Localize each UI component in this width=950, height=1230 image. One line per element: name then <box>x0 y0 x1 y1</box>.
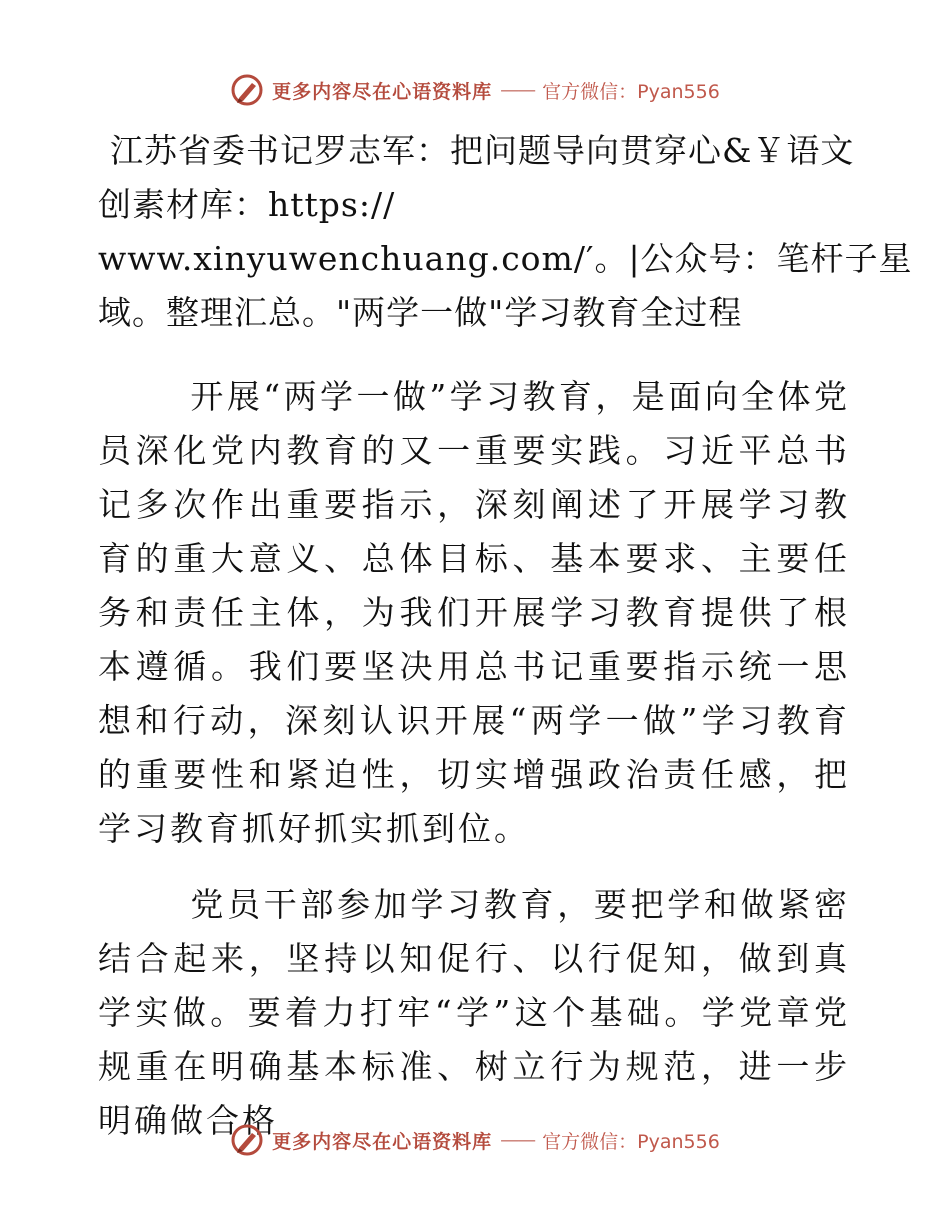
paragraph-2: 党员干部参加学习教育，要把学和做紧密结合起来，坚持以知促行、以行促知，做到真学实做。要着力打牢“学”这个基础。学党章党规重在明确基本标准、树立行为规范，进一步明确做合格 <box>98 885 850 1140</box>
watermark-separator: —— <box>500 79 535 101</box>
title-line: 创素材库：https:// <box>98 185 396 224</box>
header-watermark <box>0 70 950 110</box>
title-line: 江苏省委书记罗志军：把问题导向贯穿心&￥语文 <box>110 131 855 170</box>
document-title <box>98 124 913 340</box>
watermark-contact: 官方微信：Pyan556 <box>542 80 720 103</box>
footer-watermark <box>0 1120 950 1160</box>
watermark-separator: —— <box>500 1129 535 1151</box>
document-body <box>98 124 913 1148</box>
watermark-text: 更多内容尽在心语资料库 <box>272 1130 493 1153</box>
watermark-contact: 官方微信：Pyan556 <box>542 1130 720 1153</box>
paragraph-1: 开展“两学一做”学习教育，是面向全体党员深化党内教育的又一重要实践。习近平总书记多次作出重要指示，深刻阐述了开展学习教育的重大意义、总体目标、基本要求、主要任务和责任主体，为我们开展学习教育提供了根本遵循。我们要坚决用总书记重要指示统一思想和行动，深刻认识开展“两学一做”学习教育的重要性和紧迫性，切实增强政治责任感，把学习教育抓好抓实抓到位。 <box>98 377 850 848</box>
pen-logo-icon <box>230 1123 264 1157</box>
title-line: www.xinyuwenchuang.com/′。|公众号：笔杆子星 <box>98 239 913 278</box>
watermark-text: 更多内容尽在心语资料库 <box>272 80 493 103</box>
pen-logo-icon <box>230 73 264 107</box>
title-line: 域。整理汇总。"两学一做"学习教育全过程 <box>98 293 743 332</box>
